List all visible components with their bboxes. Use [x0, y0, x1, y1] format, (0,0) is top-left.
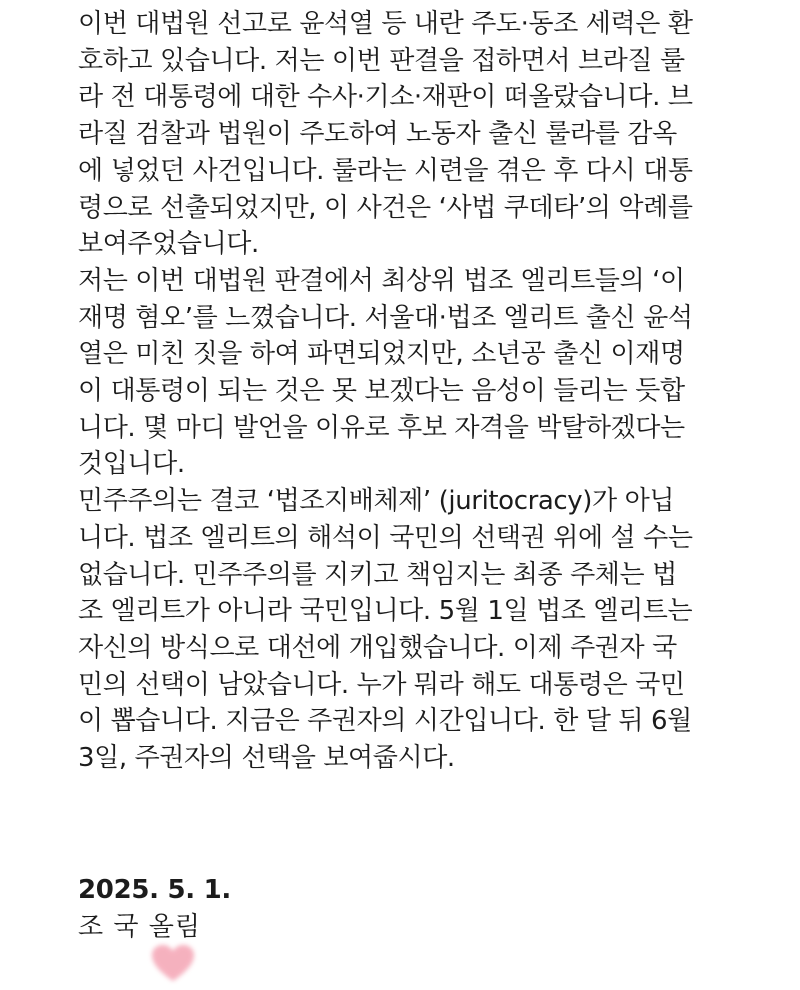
- heart-icon: [147, 941, 199, 985]
- post-line: 령으로 선출되었지만, 이 사건은 ‘사법 쿠데타’의 악례를: [78, 192, 693, 223]
- post-line: 라 전 대통령에 대한 수사·기소·재판이 떠올랐습니다. 브: [78, 82, 693, 113]
- post-body: [78, 6, 758, 777]
- signature-block: [78, 872, 231, 945]
- post-line: 열은 미친 짓을 하여 파면되었지만, 소년공 출신 이재명: [78, 339, 685, 370]
- post-line: 없습니다. 민주주의를 지키고 책임지는 최종 주체는 법: [78, 559, 677, 590]
- post-line: 조 엘리트가 아니라 국민입니다. 5월 1일 법조 엘리트는: [78, 596, 693, 627]
- author-signature: 조 국 올림: [78, 911, 201, 942]
- post-line: 것입니다.: [78, 449, 185, 480]
- post-line: 니다. 몇 마디 발언을 이유로 후보 자격을 박탈하겠다는: [78, 412, 685, 443]
- post-line: 재명 혐오’를 느꼈습니다. 서울대·법조 엘리트 출신 윤석: [78, 302, 693, 333]
- post-line: 보여주었습니다.: [78, 229, 259, 260]
- post-line: 이 대통령이 되는 것은 못 보겠다는 음성이 들리는 듯합: [78, 376, 685, 407]
- post-line: 니다. 법조 엘리트의 해석이 국민의 선택권 위에 설 수는: [78, 522, 693, 553]
- post-line: 이번 대법원 선고로 윤석열 등 내란 주도·동조 세력은 환: [78, 9, 693, 39]
- post-line: 라질 검찰과 법원이 주도하여 노동자 출신 룰라를 감옥: [78, 119, 677, 150]
- post-line: 3일, 주권자의 선택을 보여줍시다.: [78, 743, 455, 774]
- post-line: 저는 이번 대법원 판결에서 최상위 법조 엘리트들의 ‘이: [78, 265, 685, 296]
- post-date: 2025. 5. 1.: [78, 875, 231, 905]
- post-line: 에 넣었던 사건입니다. 룰라는 시련을 겪은 후 다시 대통: [78, 155, 693, 186]
- post-line: 이 뽑습니다. 지금은 주권자의 시간입니다. 한 달 뒤 6월: [78, 706, 692, 737]
- post-line: 호하고 있습니다. 저는 이번 판결을 접하면서 브라질 룰: [78, 45, 685, 76]
- post-line: 민주주의는 결코 ‘법조지배체제’ (juritocracy)가 아닙: [78, 486, 675, 517]
- post-line: 자신의 방식으로 대선에 개입했습니다. 이제 주권자 국: [78, 632, 677, 663]
- post-line: 민의 선택이 남았습니다. 누가 뭐라 해도 대통령은 국민: [78, 669, 685, 700]
